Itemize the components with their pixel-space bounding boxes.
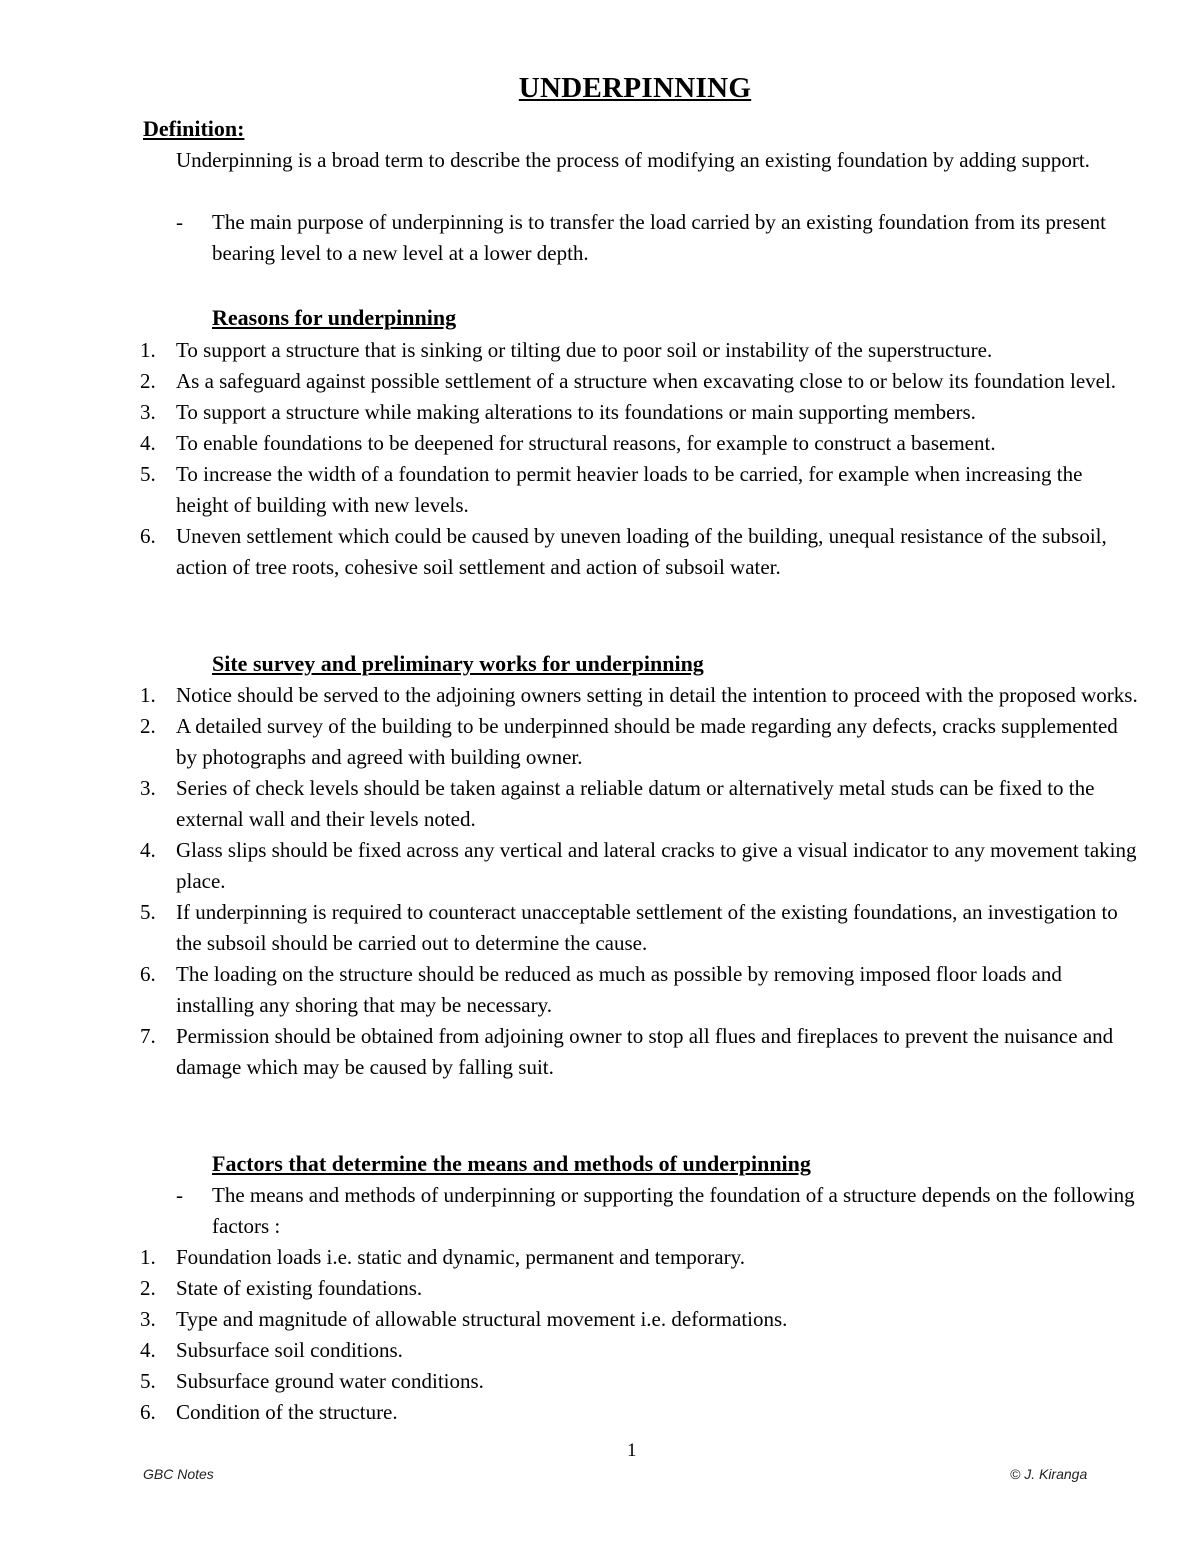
list-number: 1.	[140, 1245, 156, 1269]
list-number: 6.	[140, 524, 156, 548]
list-text: Subsurface soil conditions.	[176, 1338, 403, 1362]
list-text: A detailed survey of the building to be underpinned should be made regarding any defects, cracks supplemented by photographs and agreed with building owner.	[176, 714, 1118, 769]
site-survey-heading: Site survey and preliminary works for underpinning	[212, 651, 704, 676]
list-item	[140, 680, 1140, 711]
footer-right-text: © J. Kiranga	[1010, 1466, 1088, 1482]
list-text: Permission should be obtained from adjoining owner to stop all flues and fireplaces to prevent the nuisance and damage which may be caused by falling suit.	[176, 1024, 1114, 1079]
list-item	[140, 1304, 1140, 1335]
list-number: 3.	[140, 400, 156, 424]
reasons-list	[140, 335, 1140, 583]
factors-list	[140, 1242, 1140, 1428]
definition-label: Definition:	[143, 116, 245, 141]
list-text: To support a structure while making alterations to its foundations or main supporting members.	[176, 400, 976, 424]
list-number: 2.	[140, 714, 156, 738]
list-text: Notice should be served to the adjoining owners setting in detail the intention to proceed with the proposed works.	[176, 683, 1138, 707]
list-item	[140, 335, 1140, 366]
list-number: 5.	[140, 1369, 156, 1393]
list-text: State of existing foundations.	[176, 1276, 423, 1300]
list-text: Condition of the structure.	[176, 1400, 398, 1424]
list-number: 4.	[140, 1338, 156, 1362]
factors-dash-item	[176, 1180, 1136, 1242]
dash-marker: -	[176, 210, 183, 234]
list-number: 6.	[140, 1400, 156, 1424]
factors-heading: Factors that determine the means and methods of underpinning	[212, 1151, 811, 1176]
list-text: Type and magnitude of allowable structural movement i.e. deformations.	[176, 1307, 788, 1331]
list-item	[140, 835, 1140, 897]
list-item	[140, 1273, 1140, 1304]
list-text: Foundation loads i.e. static and dynamic, permanent and temporary.	[176, 1245, 745, 1269]
dash-item-text: The means and methods of underpinning or supporting the foundation of a structure depends on the following factors :	[212, 1183, 1135, 1238]
page-number: 1	[627, 1440, 637, 1461]
definition-paragraph: Underpinning is a broad term to describe the process of modifying an existing foundation by adding support.	[176, 148, 1090, 172]
list-item	[140, 897, 1140, 959]
list-number: 4.	[140, 838, 156, 862]
list-item	[140, 1397, 1140, 1428]
dash-marker: -	[176, 1183, 183, 1207]
list-text: If underpinning is required to counteract unacceptable settlement of the existing foundations, an investigation to the subsoil should be carried out to determine the cause.	[176, 900, 1118, 955]
page-title: UNDERPINNING	[518, 72, 752, 104]
list-item	[140, 366, 1140, 397]
list-number: 3.	[140, 1307, 156, 1331]
list-item	[140, 1021, 1140, 1083]
list-text: To increase the width of a foundation to permit heavier loads to be carried, for example when increasing the height of building with new levels.	[176, 462, 1083, 517]
list-text: As a safeguard against possible settlement of a structure when excavating close to or below its foundation level.	[176, 369, 1117, 393]
list-text: The loading on the structure should be reduced as much as possible by removing imposed floor loads and installing any shoring that may be necessary.	[176, 962, 1062, 1017]
list-number: 1.	[140, 338, 156, 362]
list-number: 6.	[140, 962, 156, 986]
site-survey-list	[140, 680, 1140, 1083]
list-item	[140, 1242, 1140, 1273]
list-text: Series of check levels should be taken against a reliable datum or alternatively metal studs can be fixed to the external wall and their levels noted.	[176, 776, 1095, 831]
list-text: Glass slips should be fixed across any vertical and lateral cracks to give a visual indicator to any movement taking place.	[176, 838, 1137, 893]
list-item	[140, 397, 1140, 428]
list-number: 4.	[140, 431, 156, 455]
list-number: 3.	[140, 776, 156, 800]
list-item	[140, 459, 1140, 521]
list-number: 5.	[140, 900, 156, 924]
list-number: 1.	[140, 683, 156, 707]
list-item	[140, 959, 1140, 1021]
list-text: Subsurface ground water conditions.	[176, 1369, 484, 1393]
list-item	[140, 428, 1140, 459]
list-item	[140, 521, 1140, 583]
list-number: 5.	[140, 462, 156, 486]
definition-dash-item	[176, 207, 1136, 269]
list-item	[140, 1335, 1140, 1366]
list-text: To support a structure that is sinking or tilting due to poor soil or instability of the superstructure.	[176, 338, 993, 362]
dash-item-text: The main purpose of underpinning is to transfer the load carried by an existing foundation from its present bearing level to a new level at a lower depth.	[212, 210, 1107, 265]
reasons-heading: Reasons for underpinning	[212, 305, 457, 330]
list-number: 2.	[140, 1276, 156, 1300]
list-text: To enable foundations to be deepened for structural reasons, for example to construct a basement.	[176, 431, 996, 455]
list-item	[140, 711, 1140, 773]
footer-left-text: GBC Notes	[143, 1466, 214, 1482]
list-number: 7.	[140, 1024, 156, 1048]
list-item	[140, 773, 1140, 835]
list-item	[140, 1366, 1140, 1397]
list-text: Uneven settlement which could be caused by uneven loading of the building, unequal resistance of the subsoil, action of tree roots, cohesive soil settlement and action of subsoil water.	[176, 524, 1107, 579]
list-number: 2.	[140, 369, 156, 393]
